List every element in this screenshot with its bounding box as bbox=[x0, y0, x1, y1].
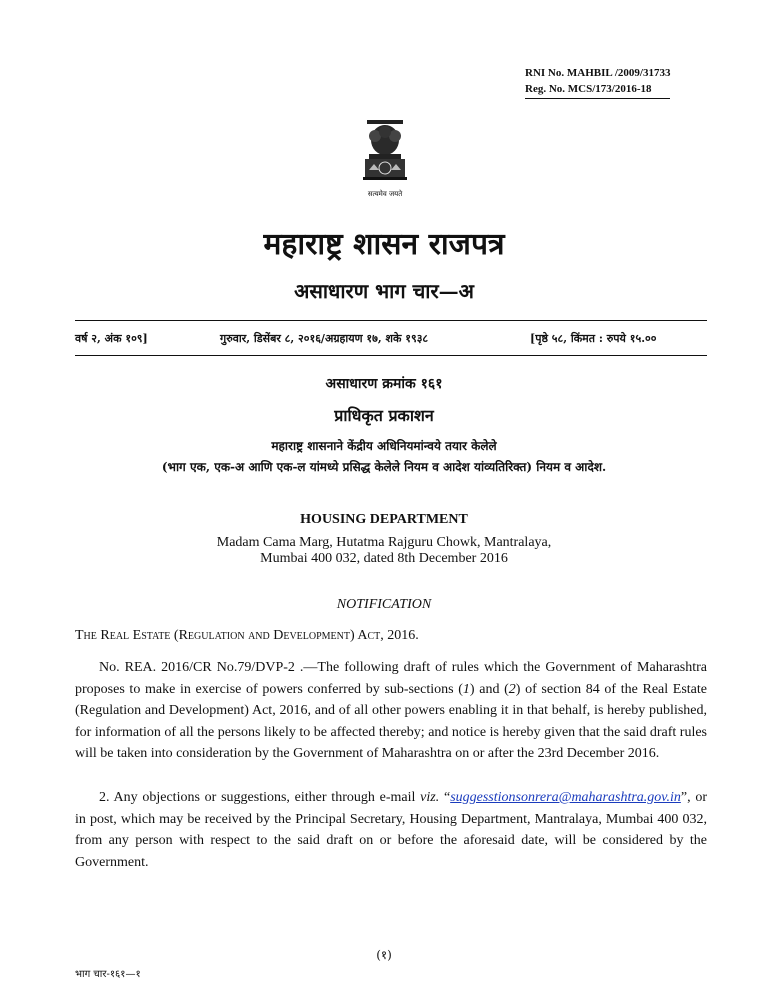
issue-volume: वर्ष २, अंक १०९] bbox=[75, 332, 148, 345]
act-title: The Real Estate (Regulation and Development) Act, 2016. bbox=[75, 628, 419, 643]
gazette-subtitle: असाधारण भाग चार—अ bbox=[294, 279, 474, 303]
authorized-publication: प्राधिकृत प्रकाशन bbox=[334, 406, 434, 425]
emblem-motto: सत्यमेव जयते bbox=[367, 190, 403, 198]
email-link[interactable]: suggesstionsonrera@maharashtra.gov.in bbox=[450, 790, 681, 805]
registration-block bbox=[525, 65, 670, 99]
notification-heading: NOTIFICATION bbox=[336, 597, 432, 612]
national-emblem bbox=[355, 118, 415, 204]
gazette-title: महाराष्ट्र शासन राजपत्र bbox=[263, 227, 505, 262]
publication-description-note: (भाग एक, एक-अ आणि एक-ल यांमध्ये प्रसिद्ध केलेले नियम व आदेश यांव्यतिरिक्त) नियम व आदेश. bbox=[161, 460, 607, 474]
reg-number: Reg. No. MCS/173/2016-18 bbox=[525, 81, 670, 99]
department-address-date: Mumbai 400 032, dated 8th December 2016 bbox=[260, 551, 508, 566]
notification-paragraph-1: No. REA. 2016/CR No.79/DVP-2 .—The following draft of rules which the Government of Maharashtra proposes to make in exercise of powers conferred by sub-sections (1) and (2) of section 84 of the Real Estate (Regulation and Development) Act, 2016, and of all other powers enabling it in that behalf, is hereby published, for information of all the persons likely to be affected thereby; and notice is hereby given that the said draft rules will be taken into consideration by the Government of Maharashtra on or after the 23rd December 2016. bbox=[75, 660, 707, 761]
publication-description: महाराष्ट्र शासनाने केंद्रीय अधिनियमांन्वये तयार केलेले bbox=[271, 439, 497, 453]
page-number: (१) bbox=[376, 948, 392, 962]
department-name: HOUSING DEPARTMENT bbox=[300, 512, 468, 527]
divider bbox=[75, 320, 707, 321]
notification-paragraph-2: 2. Any objections or suggestions, either through e-mail viz. “suggesstionsonrera@maharashtra.gov.in”, or in post, which may be received by the Principal Secretary, Housing Department, Mantralaya, Mumbai 400 032, from any person with respect to the said draft on or before the aforesaid date, will be considered by the Government. bbox=[75, 790, 707, 870]
part-label: भाग चार-१६१—१ bbox=[75, 969, 141, 980]
divider bbox=[75, 355, 707, 356]
department-address: Madam Cama Marg, Hutatma Rajguru Chowk, Mantralaya, bbox=[216, 535, 552, 550]
issue-pages-price: [पृष्ठे ५८, किंमत : रुपये १५.०० bbox=[530, 332, 657, 345]
issue-date: गुरुवार, डिसेंबर ८, २०१६/अग्रहायण १७, शके १९३८ bbox=[220, 332, 429, 345]
extraordinary-number: असाधारण क्रमांक १६१ bbox=[325, 376, 443, 392]
rni-number: RNI No. MAHBIL /2009/31733 bbox=[525, 67, 671, 79]
